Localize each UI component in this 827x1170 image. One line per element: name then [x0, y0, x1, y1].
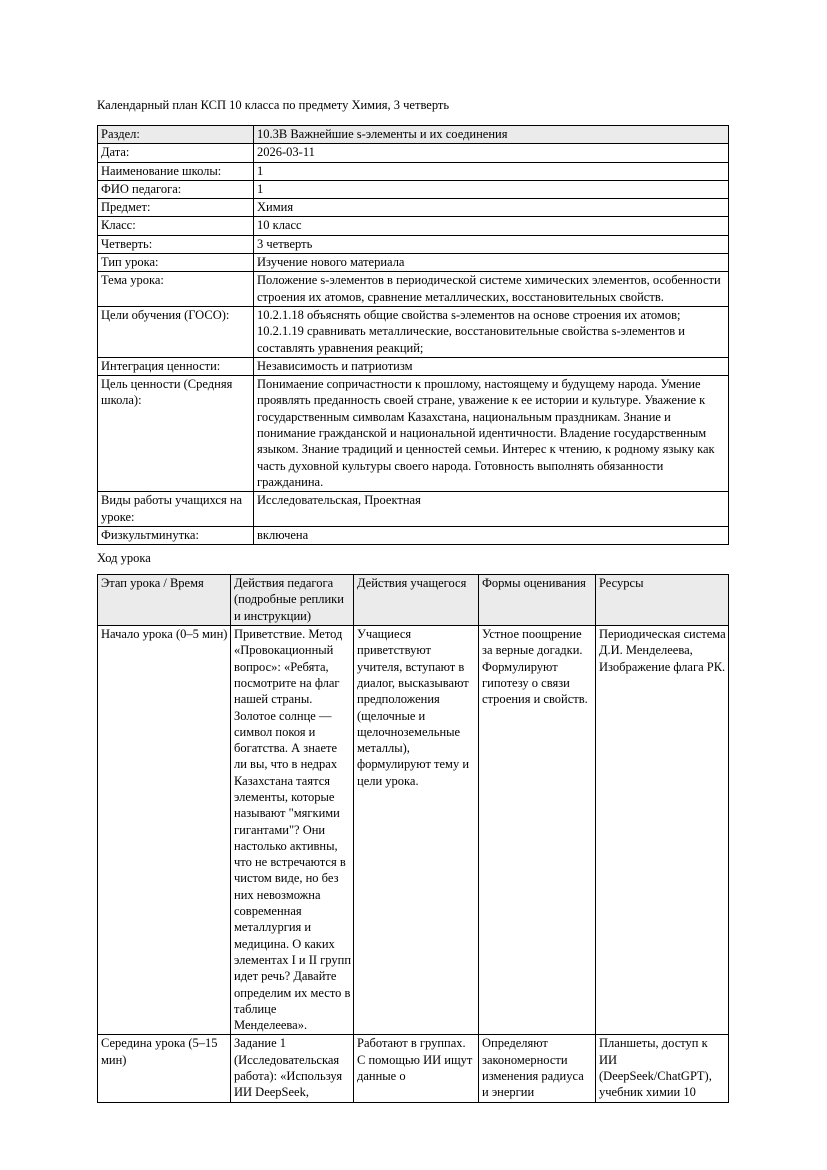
info-row-value: 10.2.1.18 объяснять общие свойства s-элементов на основе строения их атомов; 10.2.1.19 сравнивать металлические, восстановительные свойства s-элементов и составлять уравнения реакций;	[254, 306, 729, 357]
info-table-row	[98, 254, 729, 272]
info-row-label: Раздел:	[98, 126, 254, 144]
lesson-cell: Задание 1 (Исследовательская работа): «Используя ИИ DeepSeek,	[231, 1035, 354, 1102]
info-row-label: Наименование школы:	[98, 162, 254, 180]
info-row-label: Класс:	[98, 217, 254, 235]
info-row-value: Положение s-элементов в периодической системе химических элементов, особенности строения их атомов, сравнение металлических, восстановительных свойств.	[254, 272, 729, 307]
info-row-label: Физкультминутка:	[98, 526, 254, 544]
lesson-table	[97, 574, 729, 1103]
info-row-label: Цели обучения (ГОСО):	[98, 306, 254, 357]
info-row-label: Виды работы учащихся на уроке:	[98, 492, 254, 527]
lesson-cell: Начало урока (0–5 мин)	[98, 626, 231, 1035]
lesson-cell: Приветствие. Метод «Провокационный вопрос»: «Ребята, посмотрите на флаг нашей страны. Золотое солнце — символ покоя и богатства. А знаете ли вы, что в недрах Казахстана таятся элементы, которые называют "мягкими гигантами"? Они настолько активны, что не встречаются в чистом виде, но без них невозможна современная металлургия и медицина. О каких элементах I и II групп идет речь? Давайте определим их место в таблице Менделеева».	[231, 626, 354, 1035]
info-row-label: Тип урока:	[98, 254, 254, 272]
info-row-value: 10.3В Важнейшие s-элементы и их соединения	[254, 126, 729, 144]
document-page	[97, 97, 728, 1103]
info-table-row	[98, 217, 729, 235]
info-table-row	[98, 180, 729, 198]
lesson-table-body	[98, 626, 729, 1103]
lesson-header-cell: Ресурсы	[596, 575, 729, 626]
info-table-row	[98, 492, 729, 527]
lesson-table-row	[98, 1035, 729, 1102]
info-row-label: Четверть:	[98, 235, 254, 253]
lesson-cell: Устное поощрение за верные догадки. Формулируют гипотезу о связи строения и свойств.	[479, 626, 596, 1035]
lesson-table-row	[98, 626, 729, 1035]
info-row-label: Интеграция ценности:	[98, 357, 254, 375]
info-table-row	[98, 235, 729, 253]
lesson-header-cell: Действия учащегося	[354, 575, 479, 626]
lesson-cell: Середина урока (5–15 мин)	[98, 1035, 231, 1102]
info-table-body	[98, 126, 729, 545]
section-heading: Ход урока	[97, 551, 151, 566]
info-row-value: Независимость и патриотизм	[254, 357, 729, 375]
page-title: Календарный план КСП 10 класса по предмету Химия, 3 четверть	[97, 98, 450, 112]
lesson-cell: Учащиеся приветствуют учителя, вступают в диалог, высказывают предположения (щелочные и щелочноземельные металлы), формулируют тему и цели урока.	[354, 626, 479, 1035]
info-row-label: Цель ценности (Средняя школа):	[98, 376, 254, 492]
info-row-label: Дата:	[98, 144, 254, 162]
info-row-value: 10 класс	[254, 217, 729, 235]
info-table	[97, 125, 729, 545]
lesson-cell: Работают в группах. С помощью ИИ ищут данные о	[354, 1035, 479, 1102]
lesson-header-cell: Действия педагога (подробные реплики и инструкции)	[231, 575, 354, 626]
info-row-value: Изучение нового материала	[254, 254, 729, 272]
info-row-value: Химия	[254, 199, 729, 217]
info-row-value: Понимаение сопричастности к прошлому, настоящему и будущему народа. Умение проявлять преданность своей стране, уважение к ее истории и культуре. Уважение к государственным символам Казахстана, национальным праздникам. Знание и понимание гражданской и национальной идентичности. Владение государственным языком. Знание традиций и ценностей семьи. Интерес к чтению, к родному языку как часть духовной культуры своего народа. Готовность выполнять обязанности гражданина.	[254, 376, 729, 492]
lesson-cell: Определяют закономерности изменения радиуса и энергии	[479, 1035, 596, 1102]
info-row-value: 3 четверть	[254, 235, 729, 253]
info-row-value: 1	[254, 180, 729, 198]
info-table-row	[98, 144, 729, 162]
info-table-row	[98, 376, 729, 492]
info-table-row	[98, 272, 729, 307]
lesson-cell: Периодическая система Д.И. Менделеева, Изображение флага РК.	[596, 626, 729, 1035]
info-table-row	[98, 526, 729, 544]
info-table-row	[98, 126, 729, 144]
lesson-header-row	[98, 575, 729, 626]
info-table-row	[98, 306, 729, 357]
info-row-label: Тема урока:	[98, 272, 254, 307]
info-row-value: 2026-03-11	[254, 144, 729, 162]
lesson-header-cell: Этап урока / Время	[98, 575, 231, 626]
info-row-value: 1	[254, 162, 729, 180]
info-row-label: ФИО педагога:	[98, 180, 254, 198]
info-row-value: включена	[254, 526, 729, 544]
info-row-value: Исследовательская, Проектная	[254, 492, 729, 527]
info-table-row	[98, 199, 729, 217]
info-table-row	[98, 162, 729, 180]
lesson-header-cell: Формы оценивания	[479, 575, 596, 626]
info-row-label: Предмет:	[98, 199, 254, 217]
info-table-row	[98, 357, 729, 375]
lesson-cell: Планшеты, доступ к ИИ (DeepSeek/ChatGPT), учебник химии 10	[596, 1035, 729, 1102]
